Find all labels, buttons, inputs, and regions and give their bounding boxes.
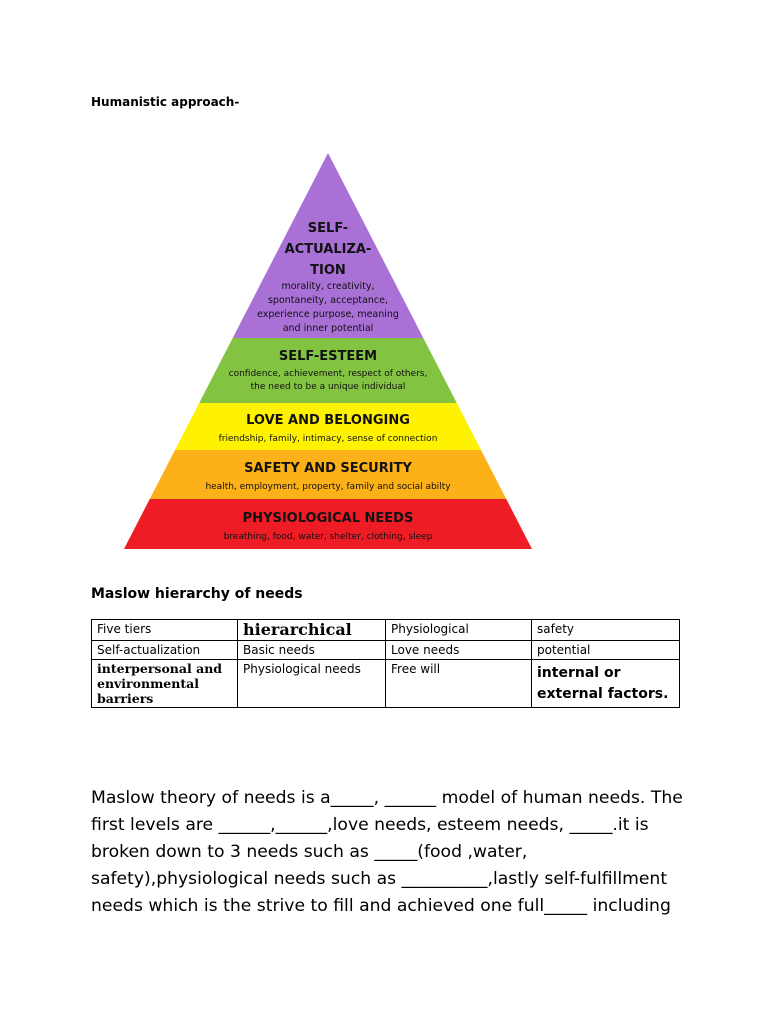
table-row — [92, 660, 680, 708]
table-row — [92, 641, 680, 660]
table-cell: Self-actualization — [92, 641, 238, 660]
table-cell: Basic needs — [238, 641, 386, 660]
pyramid-tier-description: spontaneity, acceptance, — [267, 295, 389, 306]
pyramid-tier-description: morality, creativity, — [281, 281, 375, 292]
pyramid-tier-title: PHYSIOLOGICAL NEEDS — [242, 511, 414, 526]
maslow-heading: Maslow hierarchy of needs — [91, 586, 303, 602]
pyramid-tier-description: experience purpose, meaning — [257, 309, 399, 320]
paragraph-line: first levels are ______,______,love needs, esteem needs, _____.it is — [91, 815, 649, 835]
body-paragraph — [91, 785, 691, 920]
pyramid-tier-description: the need to be a unique individual — [250, 382, 406, 392]
pyramid-tier-description: breathing, food, water, shelter, clothing, sleep — [223, 532, 433, 542]
pyramid-tier-description: health, employment, property, family and social abilty — [205, 482, 451, 492]
table-cell: Free will — [386, 660, 532, 708]
table-cell: potential — [532, 641, 680, 660]
paragraph-line: needs which is the strive to fill and achieved one full_____ including — [91, 896, 671, 916]
table-cell: Five tiers — [92, 620, 238, 641]
table-cell: Physiological needs — [238, 660, 386, 708]
table-row — [92, 620, 680, 641]
table-cell: internal or external factors. — [532, 660, 680, 708]
pyramid-tier-title: TION — [310, 263, 346, 278]
pyramid-tier-description: confidence, achievement, respect of others, — [228, 369, 428, 379]
table-cell: safety — [532, 620, 680, 641]
table-cell: hierarchical — [238, 620, 386, 641]
pyramid-tier-title: SELF-ESTEEM — [278, 349, 378, 364]
table-cell: Physiological — [386, 620, 532, 641]
paragraph-line: Maslow theory of needs is a_____, ______ model of human needs. The — [91, 788, 683, 808]
intro-heading: Humanistic approach- — [91, 95, 240, 109]
pyramid-tier-title: SAFETY AND SECURITY — [244, 461, 412, 476]
pyramid-tier-title: SELF- — [307, 221, 349, 236]
table-cell: interpersonal and environmental barriers — [92, 660, 238, 708]
needs-table — [91, 619, 680, 708]
pyramid-tier-title: LOVE AND BELONGING — [246, 413, 410, 428]
maslow-pyramid — [120, 148, 540, 554]
pyramid-tier-title: ACTUALIZA- — [284, 242, 372, 257]
paragraph-line: broken down to 3 needs such as _____(food ,water, — [91, 842, 528, 862]
pyramid-tier-description: and inner potential — [282, 323, 374, 334]
paragraph-line: safety),physiological needs such as __________,lastly self-fulfillment — [91, 869, 668, 889]
table-cell: Love needs — [386, 641, 532, 660]
pyramid-tier-description: friendship, family, intimacy, sense of connection — [218, 434, 438, 444]
